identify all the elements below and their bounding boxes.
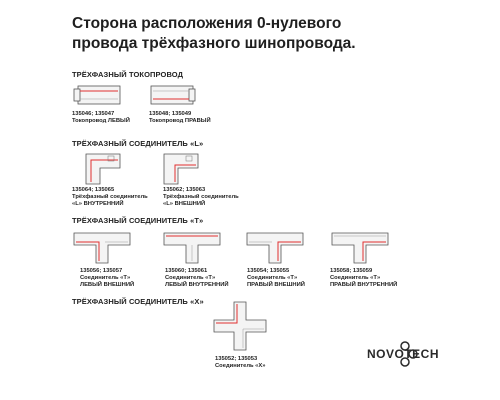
item-t-right-inner [330,229,390,265]
t-right-outer-diagram [245,229,305,265]
logo-text: NOVOTECH [367,347,440,361]
section-l: ТРЁХФАЗНЫЙ СОЕДИНИТЕЛЬ «L» [72,139,204,148]
label-type: ПРАВЫЙ ВНУТРЕННИЙ [330,282,398,288]
label: Соединитель «Х» [215,363,266,369]
l-inner-diagram [82,152,124,186]
label-type: «L» ВНУТРЕННИЙ [72,201,124,207]
code: 135060; 135061 [165,268,208,274]
item-l-outer [160,152,202,186]
item-t-right-outer [245,229,305,265]
code: 135054; 135055 [247,268,290,274]
caption-l-outer [163,187,239,208]
label-type: ЛЕВЫЙ ВНЕШНИЙ [80,282,135,288]
code: 135046; 135047 [72,111,115,117]
l-outer-diagram [160,152,202,186]
page-title [72,14,492,54]
title-line-1: Сторона расположения 0-нулевого [72,15,342,32]
label: Соединитель «Т» [247,275,298,281]
code: 135062; 135063 [163,187,206,193]
caption-x [215,356,266,370]
t-left-inner-diagram [162,229,222,265]
caption-tokoprovod-right [149,111,211,125]
novotech-logo [367,339,477,369]
caption-t-left-inner [165,268,229,289]
code: 135048; 135049 [149,111,192,117]
code: 135052; 135053 [215,356,258,362]
tokoprovod-right-diagram [149,84,199,112]
label: Соединитель «Т» [165,275,216,281]
item-t-left-inner [162,229,222,265]
label: Трёхфазный соединитель [72,194,148,200]
title-line-2: провода трёхфазного шинопровода. [72,35,356,52]
label: Соединитель «Т» [330,275,381,281]
label: Токопровод ПРАВЫЙ [149,118,211,124]
label-type: «L» ВНЕШНИЙ [163,201,206,207]
caption-l-inner [72,187,148,208]
label: Токопровод ЛЕВЫЙ [72,118,130,124]
item-tokoprovod-right [149,84,199,112]
x-connector-diagram [212,300,268,352]
code: 135056; 135057 [80,268,123,274]
label: Трёхфазный соединитель [163,194,239,200]
caption-t-right-inner [330,268,397,289]
code: 135064; 135065 [72,187,115,193]
code: 135058; 135059 [330,268,373,274]
item-x [212,300,268,352]
label: Соединитель «Т» [80,275,131,281]
section-t: ТРЁХФАЗНЫЙ СОЕДИНИТЕЛЬ «Т» [72,216,204,225]
item-l-inner [82,152,124,186]
section-tokoprovod: ТРЁХФАЗНЫЙ ТОКОПРОВОД [72,70,184,79]
tokoprovod-left-diagram [72,84,122,112]
label-type: ПРАВЫЙ ВНЕШНИЙ [247,282,305,288]
item-t-left-outer [72,229,132,265]
section-x: ТРЁХФАЗНЫЙ СОЕДИНИТЕЛЬ «Х» [72,297,204,306]
caption-t-left-outer [80,268,134,289]
item-tokoprovod-left [72,84,122,112]
t-left-outer-diagram [72,229,132,265]
t-right-inner-diagram [330,229,390,265]
label-type: ЛЕВЫЙ ВНУТРЕННИЙ [165,282,229,288]
logo-mark-icon [398,339,420,369]
caption-t-right-outer [247,268,305,289]
caption-tokoprovod-left [72,111,130,125]
